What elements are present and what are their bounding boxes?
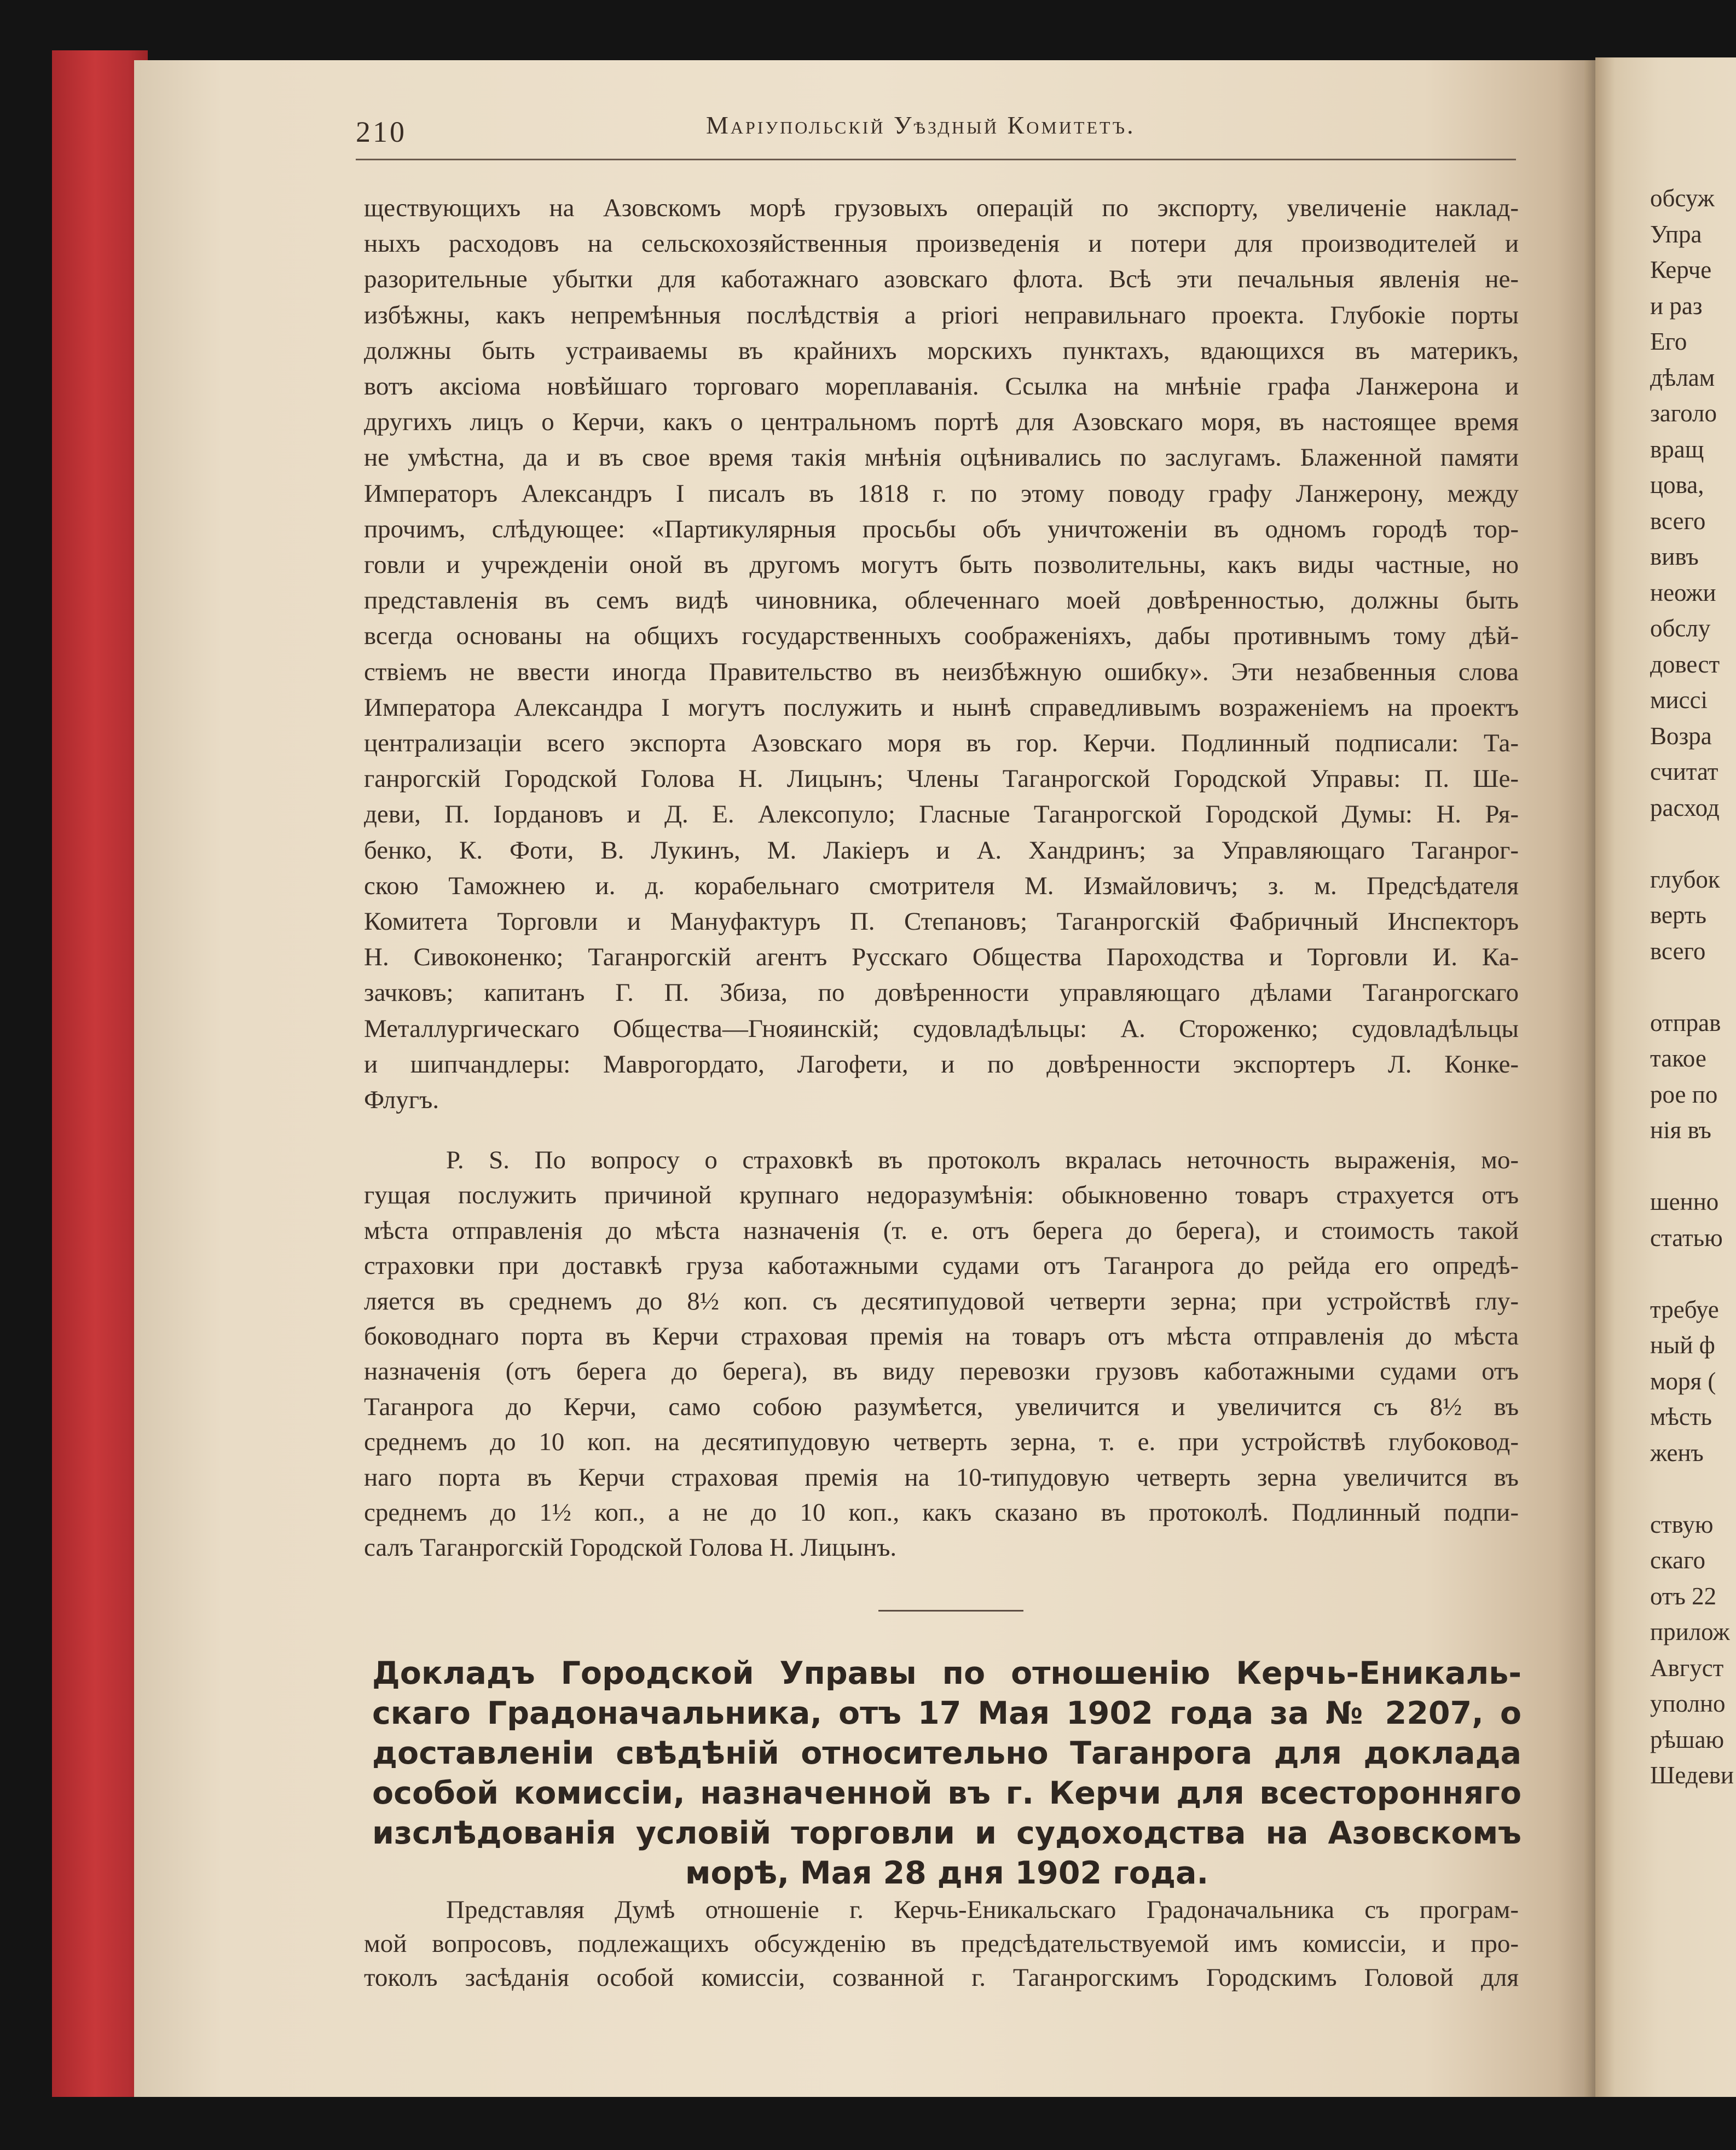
facing-page-line: дѣлам <box>1650 363 1715 391</box>
facing-page-line: заголо <box>1650 399 1717 427</box>
facing-page-line: Шедеви <box>1650 1761 1734 1789</box>
facing-page-line: моря ( <box>1650 1367 1716 1395</box>
facing-page-line: Керче <box>1650 256 1712 283</box>
body-text-line: Флугъ. <box>364 1086 439 1114</box>
body-text-line: ляется въ среднемъ до 8½ коп. съ десятипудовой четверти зерна; при устройствѣ глу- <box>364 1286 1519 1316</box>
body-text-line: зачковъ; капитанъ Г. П. Збиза, по довѣренности управляющаго дѣлами Таганрогскаго <box>364 978 1519 1007</box>
body-text-line: представленія въ семъ видѣ чиновника, облеченнаго моей довѣренностью, должны быть <box>364 586 1519 615</box>
facing-page-line: цова, <box>1650 471 1704 499</box>
facing-page-line: Его <box>1650 328 1687 355</box>
facing-page-line: всего <box>1650 937 1706 965</box>
body-text-line: и шипчандлеры: Маврогордато, Лагофети, и по довѣренности экспортеръ Л. Конке- <box>364 1050 1519 1079</box>
body-text-line: бенко, К. Фоти, В. Лукинъ, М. Лакіеръ и А. Хандринъ; за Управляющаго Таганрог- <box>364 836 1519 865</box>
section-heading-line: Докладъ Городской Управы по отношенію Керчь-Еникаль- <box>372 1655 1521 1691</box>
body-text-line: деви, П. Іордановъ и Д. Е. Алексопуло; Гласные Таганрогской Городской Думы: Н. Ря- <box>364 800 1519 829</box>
body-text-line: централизаціи всего экспорта Азовскаго моря въ гор. Керчи. Подлинный подписали: Та- <box>364 729 1519 757</box>
facing-page-line: ный ф <box>1650 1331 1715 1359</box>
facing-page-line: миссі <box>1650 686 1708 714</box>
facing-page-line: верть <box>1650 901 1707 929</box>
section-divider <box>878 1610 1023 1612</box>
body-text-line: ганрогскій Городской Голова Н. Лицынъ; Члены Таганрогской Городской Управы: П. Ше- <box>364 764 1519 793</box>
body-text-line: другихъ лицъ о Керчи, какъ о центральномъ портѣ для Азовскаго моря, въ настоящее время <box>364 408 1519 437</box>
facing-page-line: глубок <box>1650 865 1720 893</box>
facing-page-line: и раз <box>1650 292 1703 320</box>
body-text-line: мѣста отправленія до мѣста назначенія (т. е. отъ берега до берега), и стоимость такой <box>364 1216 1519 1245</box>
report-text-line: токолъ засѣданія особой комиссіи, созванной г. Таганрогскимъ Городскимъ Головой для <box>364 1963 1519 1992</box>
header-rule <box>356 159 1516 160</box>
facing-page-line: Возра <box>1650 722 1712 750</box>
body-text-line: Таганрога до Керчи, само собою разумѣется, увеличится и увеличится съ 8½ въ <box>364 1392 1519 1421</box>
body-text-line: среднемъ до 10 коп. на десятипудовую четверть зерна, т. е. при устройствѣ глубоковод- <box>364 1428 1519 1457</box>
facing-page-line: прилож <box>1650 1618 1730 1645</box>
facing-page-line: шенно <box>1650 1188 1719 1215</box>
body-text-line: разорительные убытки для каботажнаго азовскаго флота. Всѣ эти печальныя явленія не- <box>364 265 1519 294</box>
body-text-line: ствіемъ не ввести иногда Правительство въ неизбѣжную ошибку». Эти незабвенныя слова <box>364 657 1519 686</box>
body-text-line: скою Таможнею и. д. корабельнаго смотрителя М. Измайловичъ; з. м. Предсѣдателя <box>364 871 1519 900</box>
facing-page-line: считат <box>1650 758 1718 785</box>
facing-page-line: обсуж <box>1650 184 1715 212</box>
body-text-line: Металлургическаго Общества—Гнояинскій; судовладѣльцы: А. Стороженко; судовладѣльцы <box>364 1014 1519 1043</box>
facing-page-line: обслу <box>1650 615 1711 642</box>
body-text-line: всегда основаны на общихъ государственныхъ соображеніяхъ, дабы противнымъ тому дѣй- <box>364 622 1519 651</box>
facing-page-line: скаго <box>1650 1546 1705 1574</box>
right-page <box>1595 57 1736 2097</box>
body-text-line: говли и учрежденіи оной въ другомъ могутъ быть позволительны, какъ виды частные, но <box>364 550 1519 579</box>
section-heading-line: изслѣдованія условій торговли и судоходства на Азовскомъ <box>372 1815 1521 1851</box>
facing-page-line: уполно <box>1650 1690 1726 1717</box>
body-text-line: Комитета Торговли и Мануфактуръ П. Степановъ; Таганрогскій Фабричный Инспекторъ <box>364 907 1519 936</box>
facing-page-line: вивъ <box>1650 543 1699 570</box>
facing-page-line: расход <box>1650 793 1720 821</box>
facing-page-line: нія въ <box>1650 1116 1711 1144</box>
facing-page-line: статью <box>1650 1224 1723 1251</box>
body-text-line: P. S. По вопросу о страховкѣ въ протоколъ вкралась неточность выраженія, мо- <box>446 1146 1519 1174</box>
facing-page-line: вращ <box>1650 435 1704 463</box>
book-cover-edge <box>52 50 148 2097</box>
facing-page-line: требуе <box>1650 1295 1719 1323</box>
body-text-line: вотъ аксіома новѣйшаго торговаго мореплаванія. Ссылка на мнѣніе графа Ланжерона и <box>364 372 1519 401</box>
facing-page-line: всего <box>1650 507 1706 535</box>
facing-page-line: мѣсть <box>1650 1403 1712 1430</box>
body-text-line: ществующихъ на Азовскомъ морѣ грузовыхъ операцій по экспорту, увеличеніе наклад- <box>364 194 1519 222</box>
section-heading-line: морѣ, Мая 28 дня 1902 года. <box>685 1855 1209 1891</box>
facing-page-line: рое по <box>1650 1080 1718 1108</box>
body-text-line: ныхъ расходовъ на сельскохозяйственныя произведенія и потери для производителей и <box>364 229 1519 258</box>
body-text-line: должны быть устраиваемы въ крайнихъ морскихъ пунктахъ, вдающихся въ материкъ, <box>364 336 1519 365</box>
body-text-line: прочимъ, слѣдующее: «Партикулярныя просьбы объ уничтоженіи въ одномъ городѣ тор- <box>364 514 1519 543</box>
section-heading-line: скаго Градоначальника, отъ 17 Мая 1902 года за № 2207, о <box>372 1695 1521 1731</box>
facing-page-line: женъ <box>1650 1439 1704 1467</box>
facing-page-line: Август <box>1650 1654 1724 1682</box>
body-text-line: страховки при доставкѣ груза каботажными судами отъ Таганрога до рейда его опредѣ- <box>364 1251 1519 1280</box>
page-number: 210 <box>356 115 407 148</box>
body-text-line: Императора Александра I могутъ послужить и нынѣ справедливымъ возраженіемъ на проектъ <box>364 693 1519 722</box>
report-text-line: мой вопросовъ, подлежащихъ обсужденію въ предсѣдательствуемой имъ комиссіи, и про- <box>364 1929 1519 1958</box>
body-text-line: наго порта въ Керчи страховая премія на 10-типудовую четверть зерна увеличится въ <box>364 1463 1519 1492</box>
facing-page-line: ствую <box>1650 1510 1714 1538</box>
facing-page-line: Упра <box>1650 220 1702 248</box>
body-text-line: назначенія (отъ берега до берега), въ виду перевозки грузовъ каботажными судами отъ <box>364 1357 1519 1386</box>
report-text-line: Представляя Думѣ отношеніе г. Керчь-Еникальскаго Градоначальника съ програм- <box>446 1896 1519 1924</box>
body-text-line: Н. Сивоконенко; Таганрогскій агентъ Русскаго Общества Пароходства и Торговли И. Ка- <box>364 943 1519 972</box>
facing-page-line: довест <box>1650 650 1720 678</box>
body-text-line: боководнаго порта въ Керчи страховая премія на товаръ отъ мѣста отправленія до мѣста <box>364 1322 1519 1351</box>
facing-page-line: отправ <box>1650 1009 1721 1036</box>
facing-page-line: рѣшаю <box>1650 1725 1725 1753</box>
body-text-line: гущая послужить причиной крупнаго недоразумѣнія: обыкновенно товаръ страхуется отъ <box>364 1181 1519 1210</box>
section-heading-line: особой комиссіи, назначенной въ г. Керчи для всесторонняго <box>372 1775 1521 1811</box>
running-head: Маріупольскій Уѣздный Комитетъ. <box>706 111 1136 139</box>
body-text-line: среднемъ до 1½ коп., а не до 10 коп., какъ сказано въ протоколѣ. Подлинный подпи- <box>364 1498 1519 1527</box>
body-text-line: Императоръ Александръ I писалъ въ 1818 г. по этому поводу графу Ланжерону, между <box>364 479 1519 508</box>
facing-page-line: такое <box>1650 1045 1706 1072</box>
body-text-line: избѣжны, какъ непремѣнныя послѣдствія a priori неправильнаго проекта. Глубокіе порты <box>364 300 1519 329</box>
facing-page-line: неожи <box>1650 578 1716 606</box>
body-text-line: не умѣстна, да и въ свое время такія мнѣнія оцѣнивались по заслугамъ. Блаженной памяти <box>364 443 1519 472</box>
section-heading-line: доставленіи свѣдѣній относительно Таганрога для доклада <box>372 1735 1521 1771</box>
body-text-line: салъ Таганрогскій Городской Голова Н. Лицынъ. <box>364 1533 897 1562</box>
facing-page-line: отъ 22 <box>1650 1582 1717 1610</box>
